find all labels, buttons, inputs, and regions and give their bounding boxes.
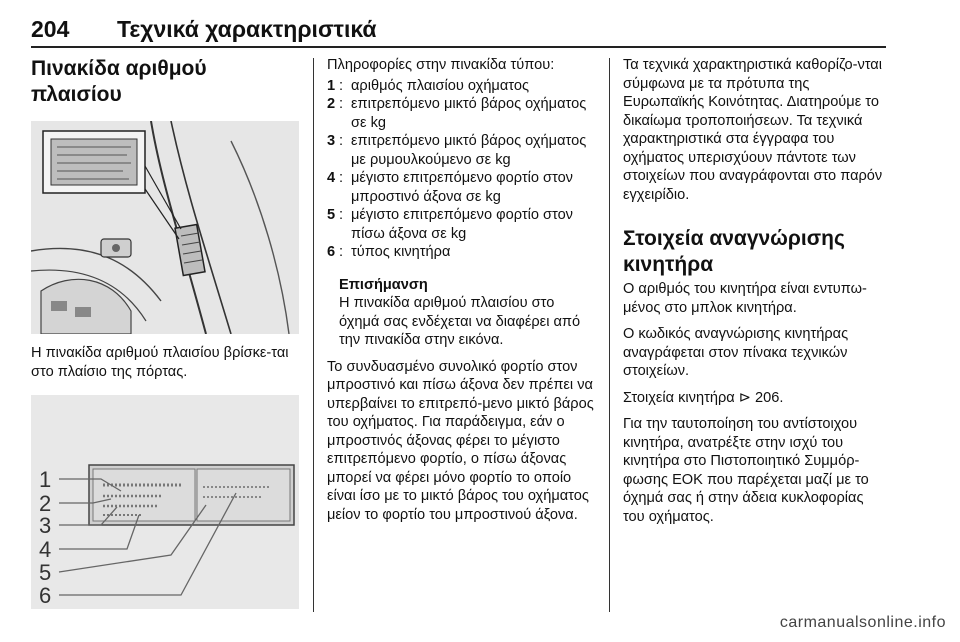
list-item: 2 : επιτρεπόμενο μικτό βάρος οχήματος σε kg bbox=[327, 96, 587, 131]
column-right bbox=[623, 56, 889, 526]
column-left bbox=[31, 56, 303, 609]
list-item: 6 : τύπος κινητήρα bbox=[327, 244, 451, 260]
engine-code-paragraph: Ο κωδικός αναγνώρισης κινητήρας αναγράφεται στον πίνακα τεχνικών στοιχείων. bbox=[623, 326, 849, 379]
vin-plate-drawing bbox=[31, 395, 299, 609]
note-title: Επισήμανση bbox=[339, 276, 428, 293]
door-frame-drawing bbox=[31, 121, 299, 334]
engine-data-reference: Στοιχεία κινητήρα ⊳ 206. bbox=[623, 389, 784, 406]
engine-number-paragraph: Ο αριθμός του κινητήρα είναι εντυπω-μένος στο μπλοκ κινητήρα. bbox=[623, 281, 867, 316]
callout-label-2: 2 bbox=[39, 491, 52, 516]
list-item: 4 : μέγιστο επιτρεπόμενο φορτίο στον μπροστινό άξονα σε kg bbox=[327, 170, 573, 205]
page-number: 204 bbox=[31, 16, 70, 42]
plate-info-intro: Πληροφορίες στην πινακίδα τύπου: bbox=[327, 57, 555, 73]
plate-info-list bbox=[327, 77, 597, 262]
note-body: Η πινακίδα αριθμού πλαισίου στο όχημά σας ενδέχεται να διαφέρει από την πινακίδα στην εικόνα. bbox=[339, 295, 581, 348]
figure-caption: Η πινακίδα αριθμού πλαισίου βρίσκε-ται στο πλαίσιο της πόρτας. bbox=[31, 345, 289, 380]
column-divider bbox=[609, 58, 610, 612]
column-middle bbox=[327, 56, 597, 524]
section-heading-vin-plate: Πινακίδα αριθμού πλαισίου bbox=[31, 57, 207, 106]
axle-load-paragraph: Το συνδυασμένο συνολικό φορτίο στον μπροστινό και πίσω άξονα δεν πρέπει να υπερβαίνει το επιτρεπό-μενο μικτό βάρος του οχήματος. Για παράδειγμα, εάν ο μπροστινός άξονας φέρει το μέγιστο επιτρεπόμενο φορτίο, ο πίσω άξονας μπορεί να φέρει μόνο φορτίο το οποίο είναι ίσο με το μικτό βάρος του οχήματος μείον το φορτίο του μπροστινού άξονα. bbox=[327, 358, 594, 523]
callout-label-3: 3 bbox=[39, 513, 52, 538]
list-item: 1 : αριθμός πλαισίου οχήματος bbox=[327, 77, 529, 94]
engine-identification-paragraph: Για την ταυτοποίηση του αντίστοιχου κινητήρα, ανατρέξτε στην ισχύ του κινητήρα στο Πιστοποιητικό Συμμόρ-φωσης ΕΟΚ που παρέχεται μαζί με το όχημά σας ή στην άδεια κυκλοφορίας του οχήματος. bbox=[623, 416, 869, 525]
list-item: 3 : επιτρεπόμενο μικτό βάρος οχήματος με ρυμουλκούμενο σε kg bbox=[327, 133, 587, 168]
callout-label-5: 5 bbox=[39, 560, 52, 585]
page-title: Τεχνικά χαρακτηριστικά bbox=[117, 16, 377, 42]
callout-label-1: 1 bbox=[39, 467, 52, 492]
callout-label-6: 6 bbox=[39, 583, 52, 608]
door-frame-illustration bbox=[31, 121, 299, 334]
section-heading-engine-id: Στοιχεία αναγνώρισης κινητήρα bbox=[623, 227, 845, 276]
list-item: 5 : μέγιστο επιτρεπόμενο φορτίο στον πίσω άξονα σε kg bbox=[327, 207, 573, 242]
header-rule bbox=[31, 46, 886, 48]
page-header bbox=[31, 8, 931, 46]
watermark: carmanualsonline.info bbox=[779, 614, 946, 631]
vin-plate-illustration bbox=[31, 395, 299, 609]
column-divider bbox=[313, 58, 314, 612]
callout-label-4: 4 bbox=[39, 537, 52, 562]
spec-paragraph: Τα τεχνικά χαρακτηριστικά καθορίζο-νται σύμφωνα με τα πρότυπα της Ευρωπαϊκής Κοινότητας. Διατηρούμε το δικαίωμα τροποποιήσεων. Τα τεχνικά χαρακτηριστικά στα έγγραφα του οχήματος υπερισχύουν πάντοτε των στοιχείων που αναγράφονται στο παρόν εγχειρίδιο. bbox=[623, 57, 883, 203]
